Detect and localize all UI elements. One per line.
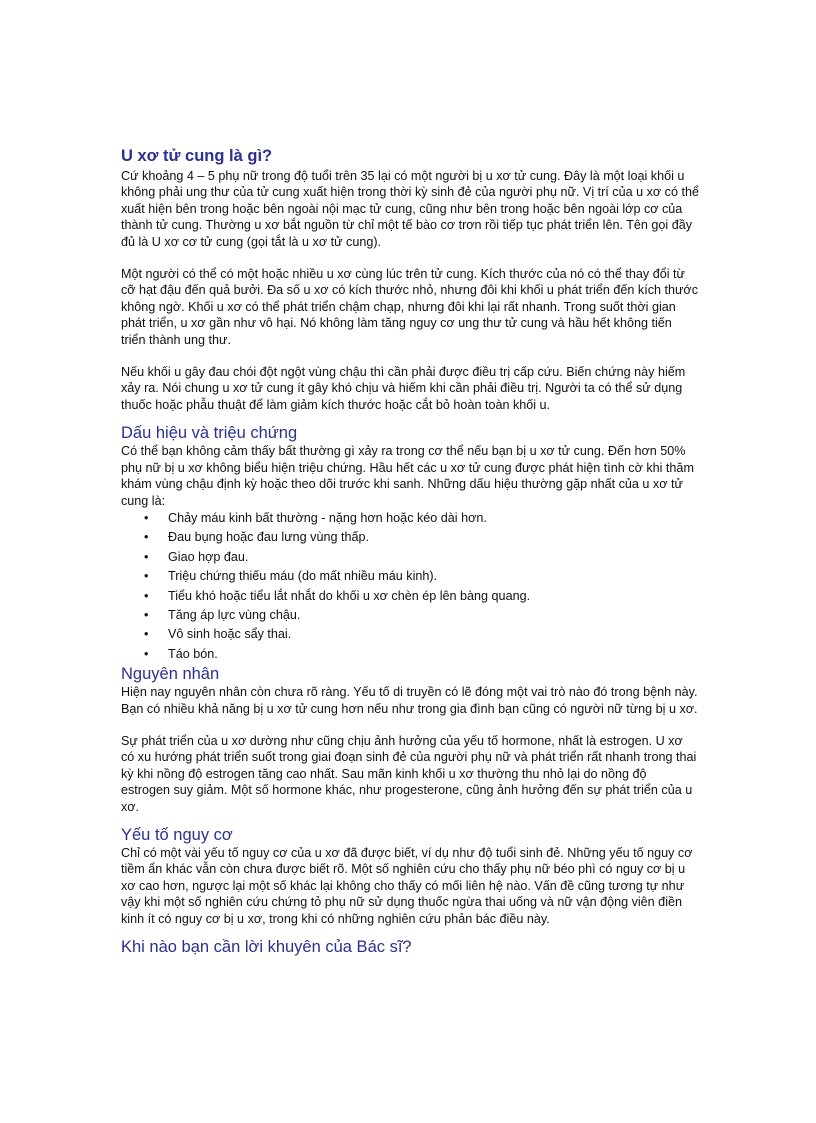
intro-paragraph-2: Một người có thể có một hoặc nhiều u xơ cùng lúc trên tử cung. Kích thước của nó có thể thay đổi từ cỡ hạt đậu đến quả bưởi. Đa số u xơ có kích thước nhỏ, nhưng đôi khi khối u phát triển đến kích thước không ngờ. Khối u xơ có thể phát triển chậm chạp, nhưng đôi khi lại rất nhanh. Trong suốt thời gian phát triển, u xơ gần như vô hại. Nó không làm tăng nguy cơ ung thư tử cung và hầu hết không tiến triển thành ung thư. xyxy=(121,267,698,347)
bullet: • xyxy=(144,588,149,603)
symptoms-paragraph: Có thể bạn không cảm thấy bất thường gì xảy ra trong cơ thể nếu bạn bị u xơ tử cung. Đến hơn 50% phụ nữ bị u xơ không biểu hiện triệu chứng. Hầu hết các u xơ tử cung được phát hiện tình cờ khi thăm khám vùng chậu định kỳ hoặc theo dõi trước khi sanh. Những dấu hiệu thường gặp nhất của u xơ tử cung là: xyxy=(121,444,694,508)
bullet: • xyxy=(144,549,149,564)
list-item: • Tiểu khó hoặc tiểu lắt nhắt do khối u xơ chèn ép lên bàng quang. xyxy=(121,587,699,606)
list-item: • Triệu chứng thiếu máu (do mất nhiều máu kinh). xyxy=(121,567,699,586)
intro-paragraph-3: Nếu khối u gây đau chói đột ngột vùng chậu thì cần phải được điều trị cấp cứu. Biến chứng này hiếm xảy ra. Nói chung u xơ tử cung ít gây khó chịu và hiếm khi cần phải điều trị. Người ta có thể sử dụng thuốc hoặc phẫu thuật để làm giảm kích thước hoặc cắt bỏ hoàn toàn khối u. xyxy=(121,365,686,412)
causes-paragraph-2: Sự phát triển của u xơ dường như cũng chịu ảnh hưởng của yếu tố hormone, nhất là estrogen. U xơ có xu hướng phát triển suốt trong giai đoạn sinh đẻ của người phụ nữ và phát triển rất nhanh trong thai kỳ khi nồng độ estrogen tăng cao nhất. Sau mãn kinh khối u xơ thường thu nhỏ lại do nồng độ estrogen suy giảm. Một số hormone khác, như progesterone, cũng ảnh hưởng đến sự phát triển của u xơ. xyxy=(121,733,697,814)
risk-paragraph: Chỉ có một vài yếu tố nguy cơ của u xơ đã được biết, ví dụ như độ tuổi sinh đẻ. Những yếu tố nguy cơ tiềm ẩn khác vẫn còn chưa được biết rõ. Một số nghiên cứu cho thấy phụ nữ béo phì có nguy cơ bị u xơ cao hơn, ngược lại một số khác lại không cho thấy có mối liên hệ nào. Vấn đề cũng tương tự như vậy khi một số nghiên cứu chứng tỏ phụ nữ sử dụng thuốc ngừa thai uống và nữ vận động viên điền kinh ít có nguy cơ bị u xơ, trong khi có những nghiên cứu phản bác điều này. xyxy=(121,846,693,926)
symptoms-heading: Dấu hiệu và triệu chứng xyxy=(121,424,298,443)
list-item: • Vô sinh hoặc sẩy thai. xyxy=(121,625,699,644)
bullet: • xyxy=(144,510,149,525)
list-item: • Giao hợp đau. xyxy=(121,548,699,567)
doctor-heading: Khi nào bạn cần lời khuyên của Bác sĩ? xyxy=(121,938,412,957)
document-page xyxy=(121,146,699,957)
bullet: • xyxy=(144,530,149,545)
list-item: • Chảy máu kinh bất thường - nặng hơn hoặc kéo dài hơn. xyxy=(121,509,699,528)
symptoms-list xyxy=(121,509,699,664)
list-item: • Đau bụng hoặc đau lưng vùng thấp. xyxy=(121,528,699,547)
intro-paragraph-1: Cứ khoảng 4 – 5 phụ nữ trong độ tuổi trên 35 lại có một người bị u xơ tử cung. Đây là một loại khối u không phải ung thư của tử cung xuất hiện trong thời kỳ sinh đẻ của người phụ nữ. Vị trí của u xơ có thể xuất hiện bên trong hoặc bên ngoài nội mạc tử cung, cũng như bên trong hoặc bên ngoài lớp cơ của thành tử cung. Thường u xơ bắt nguồn từ chỉ một tế bào cơ trơn rồi tiếp tục phát triển lên. Tên gọi đầy đủ là U xơ cơ tử cung (gọi tắt là u xơ tử cung). xyxy=(121,169,699,249)
bullet: • xyxy=(144,627,149,642)
risk-heading: Yếu tố nguy cơ xyxy=(121,826,233,844)
list-item: • Táo bón. xyxy=(121,645,699,664)
causes-heading: Nguyên nhân xyxy=(121,665,220,684)
list-item: • Tăng áp lực vùng chậu. xyxy=(121,606,699,625)
causes-paragraph-1: Hiện nay nguyên nhân còn chưa rõ ràng. Yếu tố di truyền có lẽ đóng một vai trò nào đó trong bệnh này. Bạn có nhiều khả năng bị u xơ tử cung hơn nếu như trong gia đình bạn cũng có người nữ từng bị u xơ. xyxy=(121,685,698,716)
bullet: • xyxy=(144,646,149,661)
bullet: • xyxy=(144,569,149,584)
document-title: U xơ tử cung là gì? xyxy=(121,147,273,165)
bullet: • xyxy=(144,607,149,622)
